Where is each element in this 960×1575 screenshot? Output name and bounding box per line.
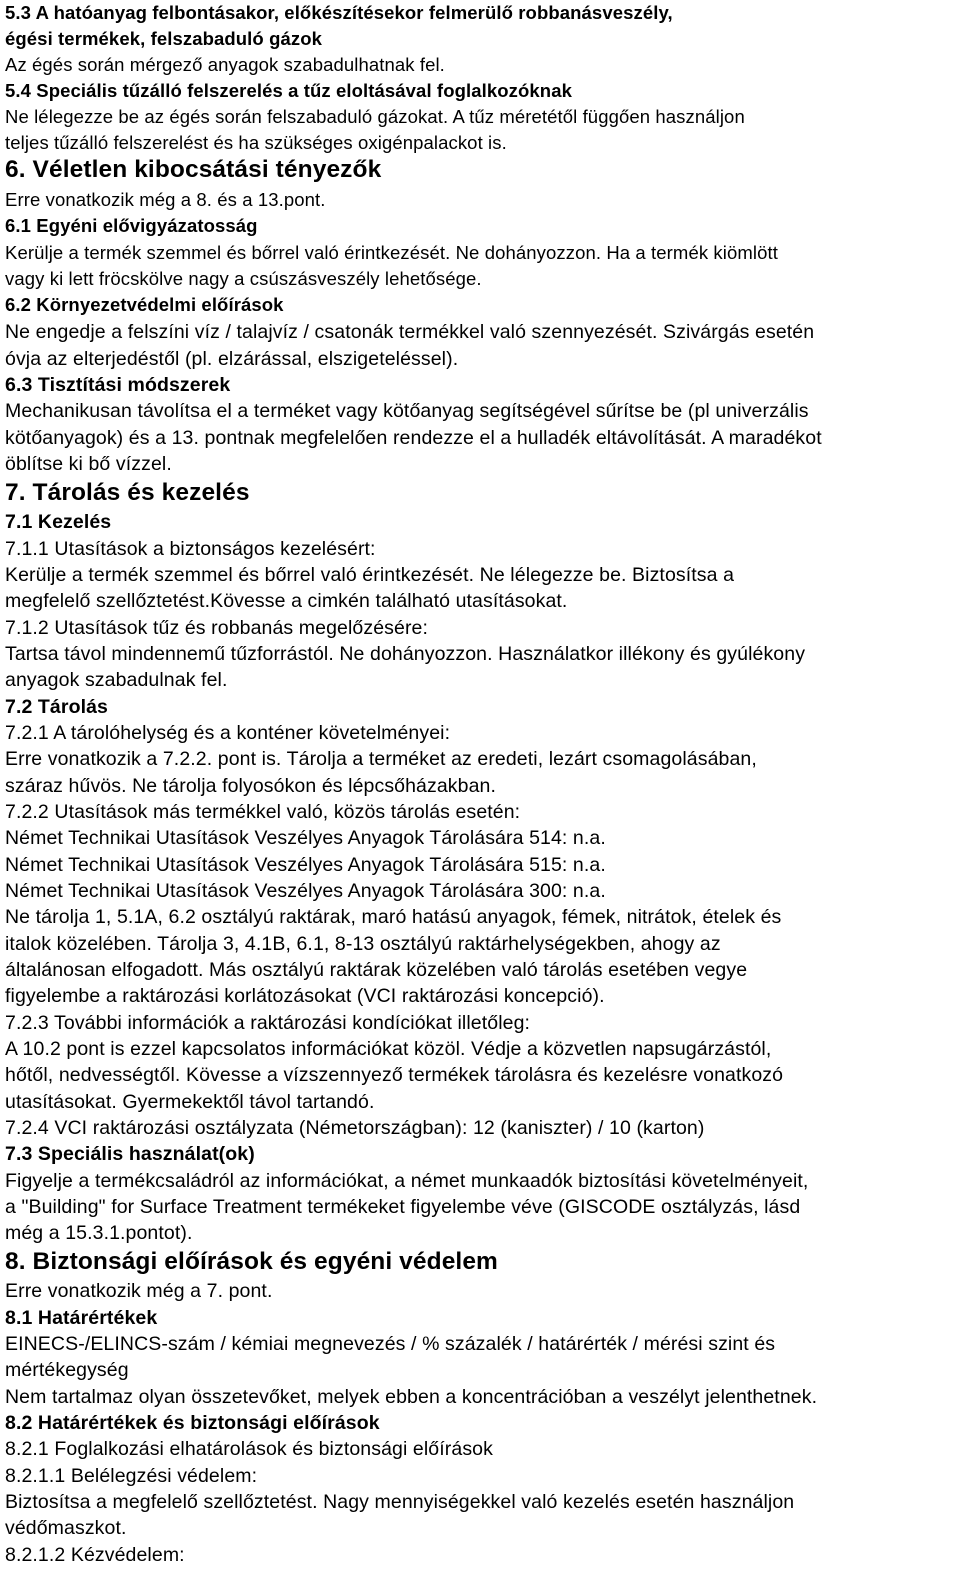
paragraph-line: teljes tűzálló felszerelést és ha szükséges oxigénpalackot is. — [5, 132, 507, 153]
heading-5-4: 5.4 Speciális tűzálló felszerelés a tűz eloltásával foglalkozóknak — [5, 80, 572, 101]
paragraph-line: öblítse ki bő vízzel. — [5, 453, 172, 475]
paragraph-line: A 10.2 pont is ezzel kapcsolatos információkat közöl. Védje a közvetlen napsugárzástól, — [5, 1038, 772, 1060]
heading-5-3: 5.3 A hatóanyag felbontásakor, előkészítésekor felmerülő robbanásveszély, — [5, 2, 673, 23]
paragraph-line: Erre vonatkozik még a 7. pont. — [5, 1280, 273, 1302]
section-7-title: 7. Tárolás és kezelés — [5, 479, 250, 506]
paragraph-line: még a 15.3.1.pontot). — [5, 1222, 193, 1244]
section-6-title: 6. Véletlen kibocsátási tényezők — [5, 156, 382, 183]
paragraph-line: Ne engedje a felszíni víz / talajvíz / csatonák termékkel való szennyezését. Szivárgás esetén — [5, 321, 815, 343]
heading-6-1: 6.1 Egyéni elővigyázatosság — [5, 215, 258, 236]
paragraph-line: italok közelében. Tárolja 3, 4.1B, 6.1, 8-13 osztályú raktárhelységekben, ahogy az — [5, 933, 721, 955]
paragraph-line: Figyelje a termékcsaládról az információkat, a német munkaadók biztosítási követelményeit, — [5, 1170, 809, 1192]
paragraph-line: EINECS-/ELINCS-szám / kémiai megnevezés / % százalék / határérték / mérési szint és — [5, 1333, 776, 1355]
paragraph-line: védőmaszkot. — [5, 1517, 127, 1539]
paragraph-line: hőtől, nedvességtől. Kövesse a vízszennyező termékek tárolásra és kezelésre vonatkozó — [5, 1064, 784, 1086]
heading-7-1: 7.1 Kezelés — [5, 511, 112, 533]
paragraph-line: Nem tartalmaz olyan összetevőket, melyek ebben a koncentrációban a veszélyt jelenthetnek. — [5, 1386, 818, 1408]
paragraph-line: Kerülje a termék szemmel és bőrrel való érintkezését. Ne lélegezze be. Biztosítsa a — [5, 564, 735, 586]
paragraph-line: 7.2.4 VCI raktározási osztályzata (Németországban): 12 (kaniszter) / 10 (karton) — [5, 1117, 705, 1139]
paragraph-line: Ne tárolja 1, 5.1A, 6.2 osztályú raktárak, maró hatású anyagok, fémek, nitrátok, ételek és — [5, 906, 782, 928]
paragraph-line: megfelelő szellőztetést.Kövesse a cimkén található utasításokat. — [5, 590, 568, 612]
paragraph-line: 8.2.1.2 Kézvédelem: — [5, 1544, 185, 1566]
paragraph-line: Biztosítsa a megfelelő szellőztetést. Nagy mennyiségekkel való kezelés esetén használjon — [5, 1491, 795, 1513]
paragraph-line: figyelembe a raktározási korlátozásokat (VCI raktározási koncepció). — [5, 985, 605, 1007]
paragraph-line: általánosan elfogadott. Más osztályú raktárak közelében való tárolás esetében vegye — [5, 959, 748, 981]
heading-8-1: 8.1 Határértékek — [5, 1307, 158, 1329]
paragraph-line: 7.2.2 Utasítások más termékkel való, közös tárolás esetén: — [5, 801, 521, 823]
paragraph-line: 7.1.1 Utasítások a biztonságos kezelésért: — [5, 538, 376, 560]
paragraph-line: Tartsa távol mindennemű tűzforrástól. Ne dohányozzon. Használatkor illékony és gyúlékony — [5, 643, 806, 665]
section-8-title: 8. Biztonsági előírások és egyéni védelem — [5, 1248, 498, 1275]
paragraph-line: Német Technikai Utasítások Veszélyes Anyagok Tárolására 514: n.a. — [5, 827, 606, 849]
paragraph-line: Az égés során mérgező anyagok szabadulhatnak fel. — [5, 54, 445, 75]
paragraph-line: mértékegység — [5, 1359, 129, 1381]
heading-8-2: 8.2 Határértékek és biztonsági előírások — [5, 1412, 380, 1434]
paragraph-line: Kerülje a termék szemmel és bőrrel való érintkezését. Ne dohányozzon. Ha a termék kiömlött — [5, 242, 778, 263]
paragraph-line: óvja az elterjedéstől (pl. elzárással, elszigeteléssel). — [5, 348, 459, 370]
heading-6-2: 6.2 Környezetvédelmi előírások — [5, 294, 284, 315]
paragraph-line: kötőanyagok) és a 13. pontnak megfelelően rendezze el a hulladék eltávolítását. A maradékot — [5, 427, 822, 449]
paragraph-line: 8.2.1.1 Belélegzési védelem: — [5, 1465, 258, 1487]
paragraph-line: 7.2.1 A tárolóhelység és a konténer követelményei: — [5, 722, 451, 744]
paragraph-line: 7.2.3 További információk a raktározási kondíciókat illetőleg: — [5, 1012, 531, 1034]
paragraph-line: vagy ki lett fröcskölve nagy a csúszásveszély lehetősége. — [5, 268, 482, 289]
paragraph-line: 7.1.2 Utasítások tűz és robbanás megelőzésére: — [5, 617, 429, 639]
paragraph-line: Német Technikai Utasítások Veszélyes Anyagok Tárolására 300: n.a. — [5, 880, 606, 902]
paragraph-line: száraz hűvös. Ne tárolja folyosókon és lépcsőházakban. — [5, 775, 497, 797]
paragraph-line: anyagok szabadulnak fel. — [5, 669, 228, 691]
heading-5-3-cont: égési termékek, felszabaduló gázok — [5, 28, 322, 49]
paragraph-line: Ne lélegezze be az égés során felszabaduló gázokat. A tűz méretétől függően használjon — [5, 106, 745, 127]
paragraph-line: Német Technikai Utasítások Veszélyes Anyagok Tárolására 515: n.a. — [5, 854, 606, 876]
heading-7-2: 7.2 Tárolás — [5, 696, 108, 718]
paragraph-line: Erre vonatkozik még a 8. és a 13.pont. — [5, 189, 326, 210]
paragraph-line: utasításokat. Gyermekektől távol tartandó. — [5, 1091, 375, 1113]
paragraph-line: Erre vonatkozik a 7.2.2. pont is. Tárolja a terméket az eredeti, lezárt csomagolásában, — [5, 748, 757, 770]
heading-7-3: 7.3 Speciális használat(ok) — [5, 1143, 255, 1165]
paragraph-line: a "Building" for Surface Treatment termékeket figyelembe véve (GISCODE osztályzás, lásd — [5, 1196, 801, 1218]
heading-6-3: 6.3 Tisztítási módszerek — [5, 374, 231, 396]
paragraph-line: 8.2.1 Foglalkozási elhatárolások és biztonsági előírások — [5, 1438, 493, 1460]
paragraph-line: Mechanikusan távolítsa el a terméket vagy kötőanyag segítségével sűrítse be (pl univerzális — [5, 400, 809, 422]
